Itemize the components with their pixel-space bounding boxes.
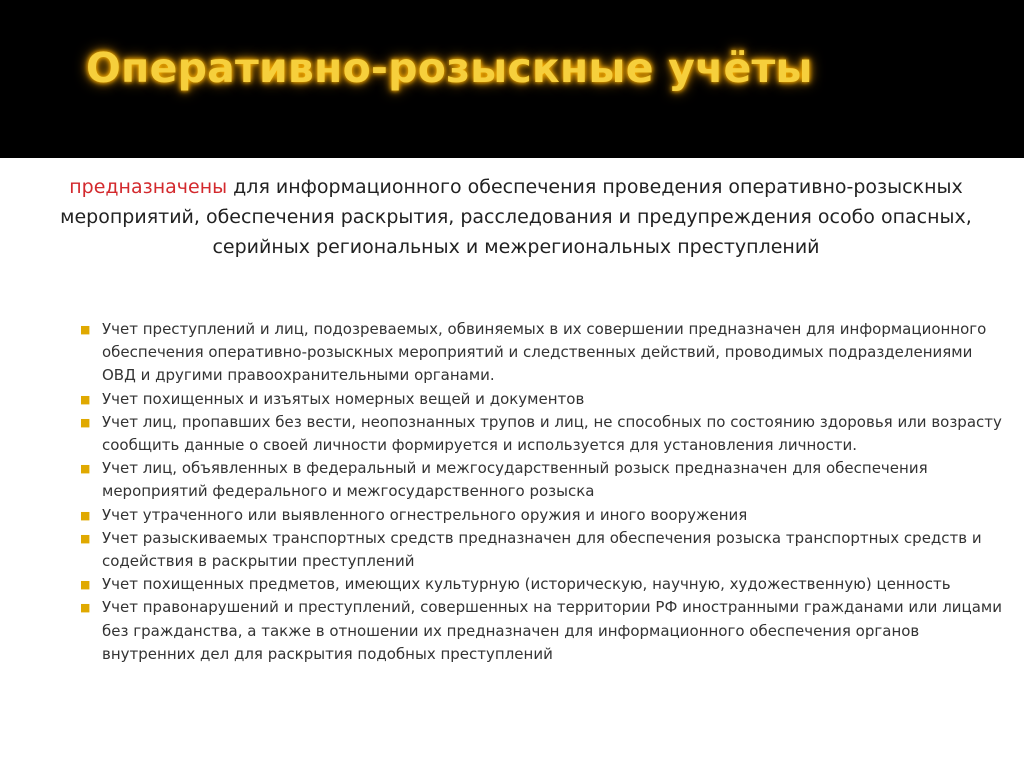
bullet-square-icon: ■ [80, 323, 91, 336]
bullet-square-icon: ■ [80, 531, 91, 545]
intro-accent-word: предназначены [69, 176, 228, 198]
slide-title: Оперативно-розыскные учёты [86, 44, 813, 92]
bullet-square-icon: ■ [80, 578, 91, 592]
bullet-item [80, 573, 1002, 596]
bullet-square-icon: ■ [80, 415, 91, 429]
bullet-list [80, 318, 1002, 666]
bullet-text: Учет утраченного или выявленного огнестрельного оружия и иного вооружения [102, 505, 748, 524]
bullet-item [80, 527, 1002, 573]
bullet-text: Учет похищенных и изъятых номерных вещей и документов [102, 389, 585, 408]
bullet-square-icon: ■ [80, 601, 91, 615]
bullet-text: Учет лиц, пропавших без вести, неопознанных трупов и лиц, не способных по состоянию здоровья или возрасту сообщить данные о своей личности формируется и используется для установления личности. [102, 412, 1002, 455]
bullet-item [80, 318, 1002, 388]
bullet-item [80, 411, 1002, 457]
bullet-square-icon: ■ [80, 508, 91, 522]
bullet-text: Учет преступлений и лиц, подозреваемых, обвиняемых в их совершении предназначен для информационного обеспечения оперативно-розыскных мероприятий и следственных действий, проводимых подразделениями ОВД и другими правоохранительными органами. [102, 320, 987, 385]
title-bar [0, 0, 1024, 158]
bullet-item [80, 388, 1002, 411]
bullet-square-icon: ■ [80, 392, 91, 406]
bullet-item [80, 596, 1002, 666]
bullet-text: Учет разыскиваемых транспортных средств предназначен для обеспечения розыска транспортных средств и содействия в раскрытии преступлений [102, 528, 982, 571]
bullet-square-icon: ■ [80, 462, 91, 476]
bullet-text: Учет похищенных предметов, имеющих культурную (историческую, научную, художественную) ценность [102, 575, 951, 594]
slide-content [0, 158, 1024, 767]
intro-paragraph [60, 172, 972, 262]
bullet-text: Учет лиц, объявленных в федеральный и межгосударственный розыск предназначен для обеспечения мероприятий федерального и межгосударственного розыска [102, 459, 928, 501]
bullet-item [80, 457, 1002, 503]
bullet-item [80, 504, 1002, 527]
bullet-text: Учет правонарушений и преступлений, совершенных на территории РФ иностранными гражданами или лицами без гражданства, а также в отношении их предназначен для информационного обеспечения органов внутренних дел для раскрытия подобных преступлений [102, 598, 1002, 663]
intro-text: для информационного обеспечения проведения оперативно-розыскных мероприятий, обеспечения раскрытия, расследования и предупреждения особо опасных, серийных региональных и межрегиональных преступлений [60, 176, 972, 258]
